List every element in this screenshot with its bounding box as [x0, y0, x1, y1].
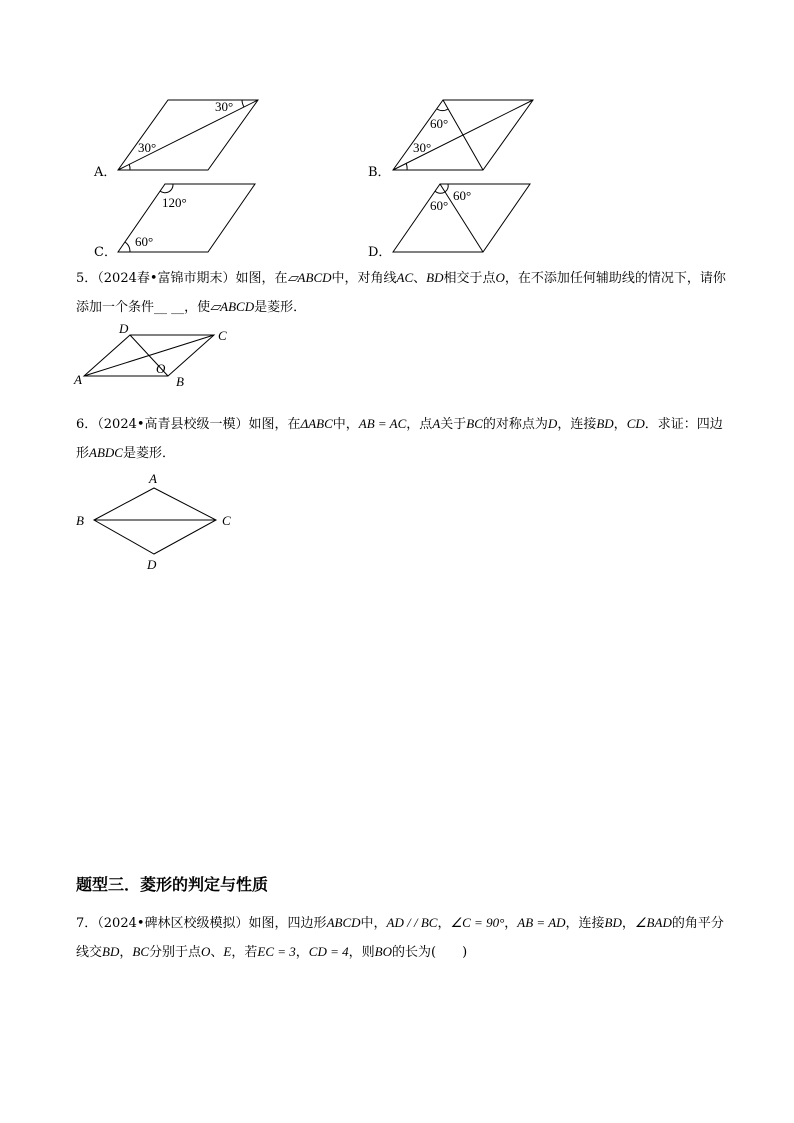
- text: 如图，在: [235, 271, 288, 286]
- vertex-label: B: [176, 374, 184, 389]
- question-number: 7．: [76, 916, 98, 931]
- math: AC: [396, 270, 414, 285]
- text: ，: [504, 916, 518, 931]
- angle-label: 60°: [135, 234, 154, 249]
- text: ，点: [406, 417, 433, 432]
- angle-arc: [129, 164, 130, 170]
- text: ．求证：四边形: [76, 417, 723, 461]
- question-5-figure: [70, 320, 240, 405]
- vertex-label: O: [156, 361, 166, 376]
- text: 中，: [332, 417, 359, 432]
- vertex-label: C: [222, 513, 231, 528]
- angle-label: 30°: [138, 140, 157, 155]
- angle-label: 30°: [413, 140, 432, 155]
- text: 的长为( ): [392, 945, 468, 960]
- angle-arc: [242, 100, 244, 107]
- text: 是菱形．: [254, 300, 307, 315]
- angle-label: 60°: [430, 198, 449, 213]
- text: 如图，在: [248, 417, 301, 432]
- diagonal: [118, 100, 258, 170]
- math: ∠BAD: [634, 915, 672, 930]
- angle-arc: [435, 191, 445, 193]
- math: BD: [596, 416, 614, 431]
- math: EC = 3: [257, 944, 296, 959]
- vertex-label: D: [147, 557, 157, 572]
- text: 、: [210, 945, 224, 960]
- text: ，: [295, 945, 309, 960]
- math: CD: [626, 416, 645, 431]
- question-number: 6．: [76, 417, 98, 432]
- question-source: （2024春•富锦市期末）: [97, 271, 236, 286]
- question-6: [76, 410, 726, 468]
- section-heading: 题型三．菱形的判定与性质: [76, 875, 269, 894]
- text: 中，对角线: [331, 271, 397, 286]
- math: A: [432, 416, 441, 431]
- text: 相交于点: [443, 271, 496, 286]
- angle-arc: [406, 163, 407, 170]
- question-source: （2024•高青县校级一模）: [97, 417, 249, 432]
- angle-arc: [437, 109, 448, 111]
- math: ▱ABCD: [210, 299, 255, 314]
- text: ，: [119, 945, 133, 960]
- text: ，: [437, 916, 451, 931]
- question-7: [76, 909, 726, 967]
- math: E: [223, 944, 232, 959]
- text: 如图，四边形: [248, 916, 327, 931]
- option-d-figure: [385, 178, 545, 258]
- diagonal: [443, 100, 483, 170]
- vertex-label: A: [74, 372, 82, 387]
- text: 是菱形．: [122, 446, 175, 461]
- vertex-label: B: [76, 513, 84, 528]
- text: ，: [621, 916, 635, 931]
- option-d-letter: D．: [368, 245, 392, 260]
- math: ΔABC: [300, 416, 333, 431]
- math: AB = AD: [517, 915, 566, 930]
- angle-label: 60°: [430, 116, 449, 131]
- text: 的角平分线交: [76, 916, 724, 960]
- option-b-letter: B．: [368, 165, 391, 180]
- question-5: [76, 264, 726, 322]
- text: ，使: [184, 300, 211, 315]
- math: ABCD: [326, 915, 361, 930]
- text: ，连接: [557, 417, 597, 432]
- math: AB = AC: [358, 416, 407, 431]
- vertex-label: D: [119, 321, 129, 336]
- math: D: [547, 416, 558, 431]
- text: ，连接: [565, 916, 605, 931]
- option-c-letter: C．: [94, 245, 117, 260]
- math: BO: [374, 944, 392, 959]
- math: AD / / BC: [386, 915, 438, 930]
- angle-label: 30°: [215, 99, 234, 114]
- text: ，: [613, 417, 627, 432]
- math: BD: [426, 270, 444, 285]
- math: O: [201, 944, 211, 959]
- text: ，若: [231, 945, 258, 960]
- math: BC: [466, 416, 483, 431]
- math: O: [495, 270, 505, 285]
- math: BD: [604, 915, 622, 930]
- option-c-figure: [110, 178, 270, 258]
- rhombus: [94, 488, 216, 554]
- text: 、: [413, 271, 427, 286]
- option-a-figure: [110, 92, 270, 177]
- text: 分别于点: [149, 945, 202, 960]
- angle-arc: [445, 184, 448, 192]
- angle-label: 120°: [162, 195, 187, 210]
- math: BC: [132, 944, 149, 959]
- math: BD: [102, 944, 120, 959]
- angle-arc: [125, 242, 130, 252]
- math: ABDC: [89, 445, 123, 460]
- text: 中，: [360, 916, 387, 931]
- vertex-label: A: [149, 471, 157, 486]
- text: ，则: [348, 945, 375, 960]
- option-a-letter: A．: [94, 165, 117, 180]
- vertex-label: C: [218, 328, 227, 343]
- text: 关于: [440, 417, 467, 432]
- math: ∠C = 90°: [450, 915, 505, 930]
- text: 的对称点为: [482, 417, 548, 432]
- question-number: 5．: [76, 271, 98, 286]
- text: ，在不添加任何辅助线的情况下，请你添加一个条件: [76, 271, 726, 315]
- option-b-figure: [385, 92, 545, 177]
- question-source: （2024•碑林区校级模拟）: [97, 916, 249, 931]
- math: ▱ABCD: [287, 270, 332, 285]
- math: CD = 4: [308, 944, 349, 959]
- answer-blank[interactable]: __ __: [154, 300, 185, 315]
- question-6-figure: [70, 468, 250, 578]
- angle-label: 60°: [453, 188, 472, 203]
